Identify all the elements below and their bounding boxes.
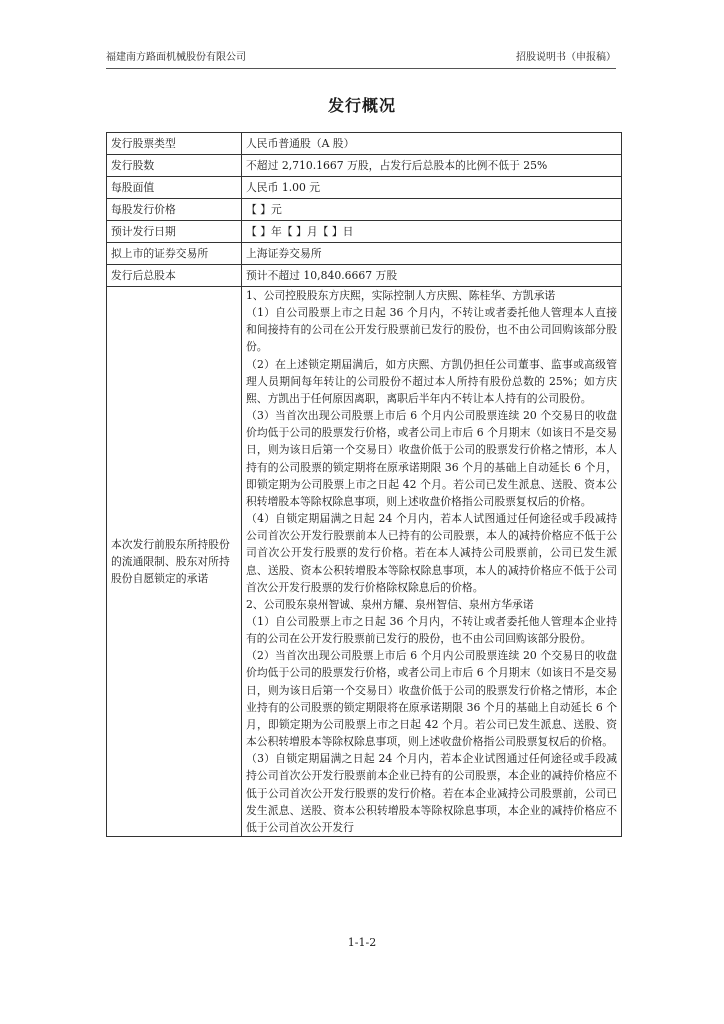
row-value: 【 】年【 】月【 】日 <box>242 221 622 243</box>
table-row <box>107 243 622 265</box>
commitment-paragraph: （2）当首次出现公司股票上市后 6 个月内公司股票连续 20 个交易日的收盘价均低于公司的股票发行价格，或者公司上市后 6 个月期末（如该日不是交易日，则为该日后第一个交易日）收盘价低于公司的股票发行价格之情形，本企业持有的公司股票的锁定期限将在原承诺期限 36 个月的基础上自动延长 6 个月，即锁定期为公司股票上市之日起 42 个月。若公司已发生派息、送股、资本公积转增股本等除权除息事项，则上述收盘价格指公司股票复权后的价格。 <box>246 649 617 749</box>
header-document-type: 招股说明书（申报稿） <box>516 52 616 63</box>
page-title: 发行概况 <box>327 96 396 115</box>
row-value: 人民币 1.00 元 <box>242 177 622 199</box>
row-label: 发行股票类型 <box>107 133 242 155</box>
page-header <box>106 50 616 66</box>
header-company-name: 福建南方路面机械股份有限公司 <box>106 52 246 63</box>
commitment-paragraph: （3）自锁定期届满之日起 24 个月内，若本企业试图通过任何途径或手段减持公司首次公开发行股票前本企业已持有的公司股票，本企业的减持价格应不低于公司首次公开发行股票的发行价格。若在本企业减持公司股票前，公司已发生派息、送股、资本公积转增股本等除权除息事项，本企业的减持价格应不低于公司首次公开发行 <box>246 752 617 834</box>
row-label: 发行后总股本 <box>107 265 242 287</box>
row-label: 每股面值 <box>107 177 242 199</box>
commitment-paragraph: （4）自锁定期届满之日起 24 个月内，若本人试图通过任何途径或手段减持公司首次公开发行股票前本人已持有的公司股票，本人的减持价格应不低于公司首次公开发行股票的发行价格。若在本人减持公司股票前，公司已发生派息、送股、资本公积转增股本等除权除息事项，本人的减持价格应不低于公司首次公开发行股票的发行价格除权除息后的价格。 <box>246 512 617 594</box>
row-value: 【 】元 <box>242 199 622 221</box>
table-row <box>107 177 622 199</box>
row-value: 上海证券交易所 <box>242 243 622 265</box>
table-row <box>107 199 622 221</box>
row-value: 预计不超过 10,840.6667 万股 <box>242 265 622 287</box>
commitment-paragraph: （3）当首次出现公司股票上市后 6 个月内公司股票连续 20 个交易日的收盘价均低于公司的股票发行价格，或者公司上市后 6 个月期末（如该日不是交易日，则为该日后第一个交易日）收盘价低于公司的股票发行价格之情形，本人持有的公司股票的锁定期将在原承诺期限 36 个月的基础上自动延长 6 个月，即锁定期为公司股票上市之日起 42 个月。若公司已发生派息、送股、资本公积转增股本等除权除息事项，则上述收盘价格指公司股票复权后的价格。 <box>246 409 617 508</box>
row-label: 每股发行价格 <box>107 199 242 221</box>
table-row <box>107 265 622 287</box>
table-row-lockup <box>107 287 622 837</box>
commitment-paragraph: （1）自公司股票上市之日起 36 个月内，不转让或者委托他人管理本企业持有的公司在公开发行股票前已发行的股份，也不由公司回购该部分股份。 <box>246 614 617 646</box>
lockup-label: 本次发行前股东所持股份的流通限制、股东对所持股份自愿锁定的承诺 <box>107 287 242 837</box>
table-row <box>107 133 622 155</box>
row-value: 不超过 2,710.1667 万股，占发行后总股本的比例不低于 25% <box>242 155 622 177</box>
row-label: 预计发行日期 <box>107 221 242 243</box>
commitment-paragraph: （2）在上述锁定期届满后，如方庆熙、方凯仍担任公司董事、监事或高级管理人员期间每年转让的公司股份不超过本人所持有股份总数的 25%；如方庆熙、方凯出于任何原因离职，离职后半年内不转让本人持有的公司股份。 <box>246 357 617 405</box>
lockup-commitments <box>242 287 622 837</box>
row-label: 发行股数 <box>107 155 242 177</box>
offering-overview-table <box>106 132 622 837</box>
commitment-paragraph: 2、公司股东泉州智诚、泉州方耀、泉州智信、泉州方华承诺 <box>246 597 534 611</box>
header-rule <box>106 68 616 69</box>
table-row <box>107 155 622 177</box>
row-value: 人民币普通股（A 股） <box>242 133 622 155</box>
commitment-paragraph: （1）自公司股票上市之日起 36 个月内，不转让或者委托他人管理本人直接和间接持有的公司在公开发行股票前已发行的股份，也不由公司回购该部分股份。 <box>246 306 617 354</box>
row-label: 拟上市的证券交易所 <box>107 243 242 265</box>
commitment-paragraph: 1、公司控股股东方庆熙，实际控制人方庆熙、陈桂华、方凯承诺 <box>246 289 556 302</box>
page-number: 1-1-2 <box>347 936 377 949</box>
table-row <box>107 221 622 243</box>
